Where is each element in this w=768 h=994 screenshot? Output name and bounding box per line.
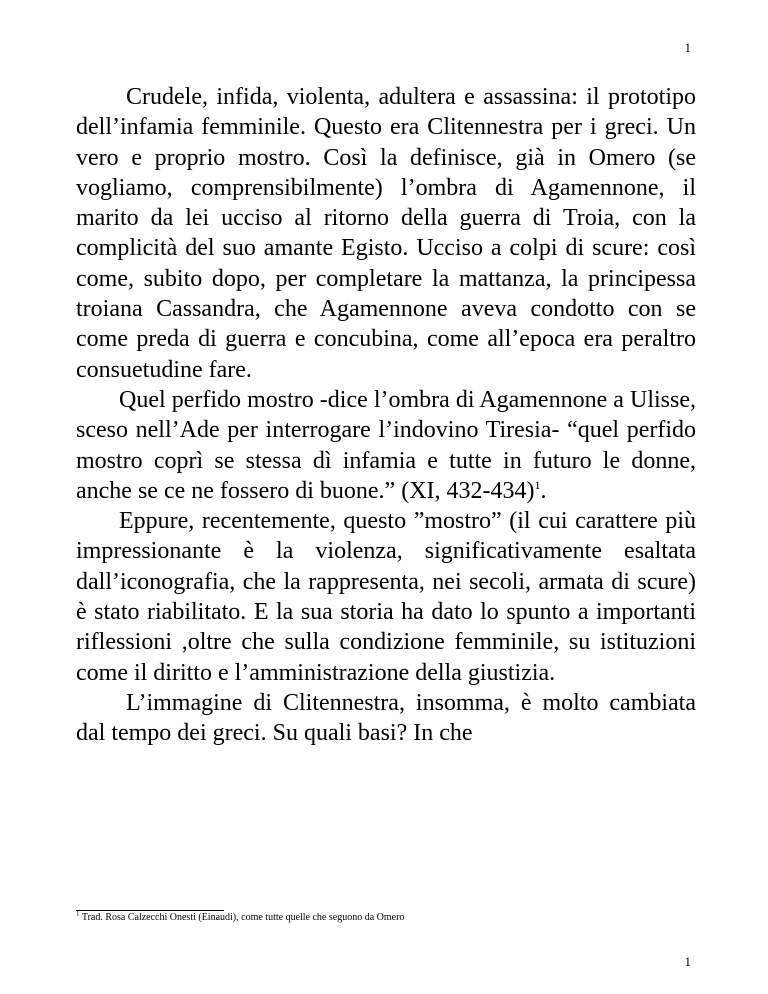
footnote-reference: 1 <box>534 477 541 492</box>
footnote-separator <box>76 910 224 911</box>
paragraph-2 <box>76 385 696 506</box>
footnote <box>76 909 405 924</box>
paragraph-2-text: Quel perfido mostro -dice l’ombra di Agamennone a Ulisse, sceso nell’Ade per interrogare l’indovino Tiresia- “quel perfido mostro coprì se stessa dì infamia e tutte in futuro le donne, anche se ce ne fossero di buone.” (XI, 432-434) <box>76 386 696 504</box>
body-text <box>76 82 696 749</box>
page-number-top: 1 <box>684 40 691 55</box>
paragraph-1: Crudele, infida, violenta, adultera e assassina: il prototipo dell’infamia femminile. Questo era Clitennestra per i greci. Un vero e proprio mostro. Così la definisce, già in Omero (se vogliamo, comprensibilmente) l’ombra di Agamennone, il marito da lei ucciso al ritorno della guerra di Troia, con la complicità del suo amante Egisto. Ucciso a colpi di scure: così come, subito dopo, per completare la mattanza, la principessa troiana Cassandra, che Agamennone aveva condotto con se come preda di guerra e concubina, come all’epoca era peraltro consuetudine fare. <box>76 84 696 383</box>
page-number-bottom: 1 <box>684 954 691 969</box>
footnote-text: Trad. Rosa Calzecchi Onesti (Einaudi), come tutte quelle che seguono da Omero <box>79 912 405 923</box>
paragraph-3: Eppure, recentemente, questo ”mostro” (il cui carattere più impressionante è la violenza, significativamente esaltata dall’iconografia, che la rappresenta, nei secoli, armata di scure) è stato riabilitato. E la sua storia ha dato lo spunto a importanti riflessioni ,oltre che sulla condizione femminile, su istituzioni come il diritto e l’amministrazione della giustizia. <box>76 508 696 686</box>
paragraph-4: L’immagine di Clitennestra, insomma, è molto cambiata dal tempo dei greci. Su quali basi? In che <box>76 689 696 747</box>
footnote-marker: 1 <box>76 909 80 918</box>
paragraph-2-tail: . <box>540 477 547 504</box>
